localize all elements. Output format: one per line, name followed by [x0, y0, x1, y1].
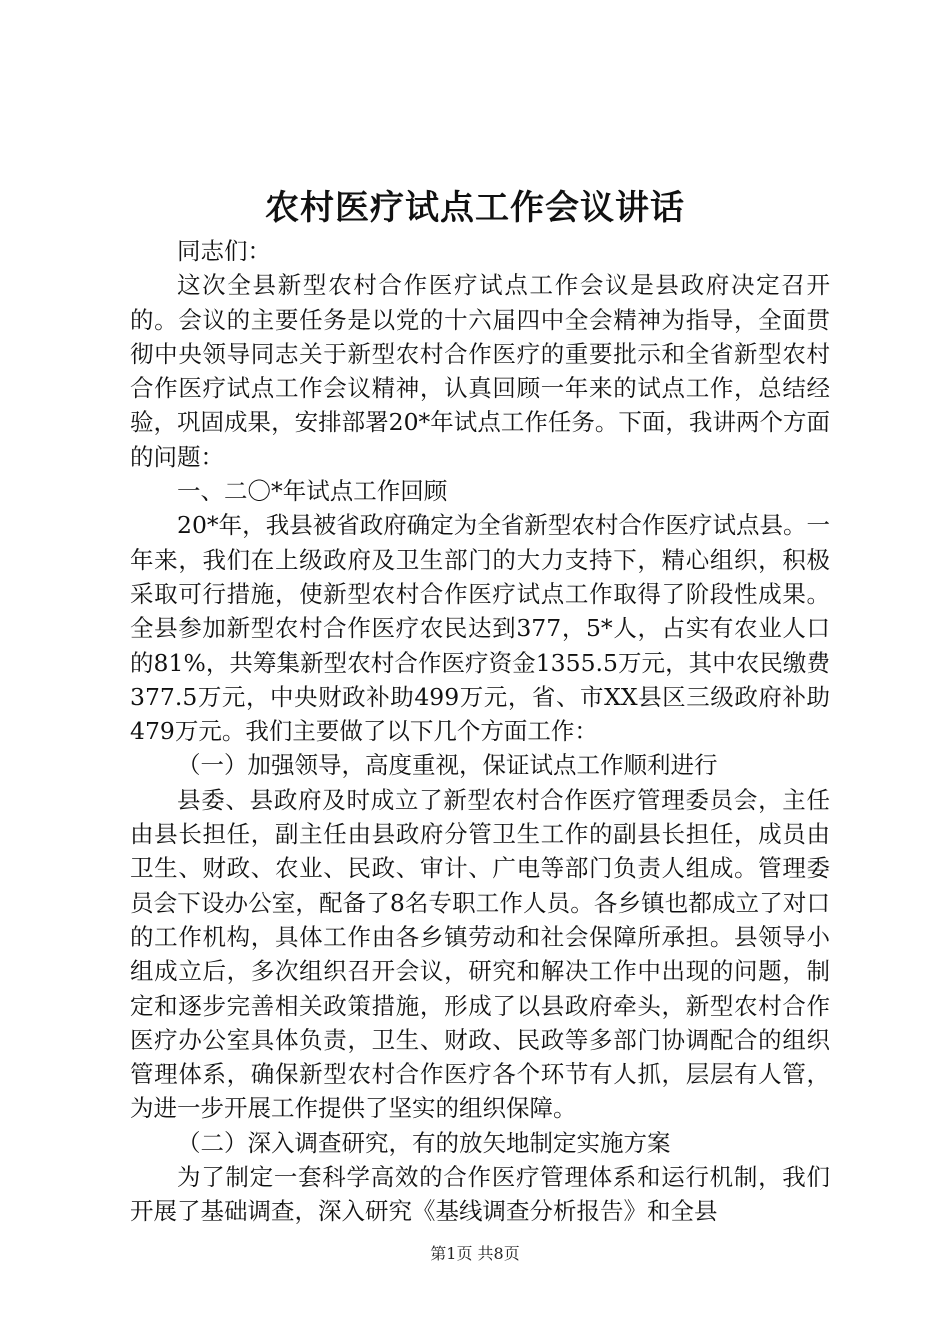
page-number-footer: 第1页 共8页 [430, 1244, 520, 1263]
paragraph-review: 20*年，我县被省政府确定为全省新型农村合作医疗试点县。一年来，我们在上级政府及卫生部门的大力支持下，精心组织，积极采取可行措施，使新型农村合作医疗试点工作取得了阶段性成果。全县参加新型农村合作医疗农民达到377，5*人，占实有农业人口的81%，共筹集新型农村合作医疗资金1355.5万元，其中农民缴费377.5万元，中央财政补助499万元，省、市XX县区三级政府补助479万元。我们主要做了以下几个方面工作： [130, 511, 830, 746]
subsection-heading-1: （一）加强领导，高度重视，保证试点工作顺利进行 [177, 751, 718, 780]
document-title: 农村医疗试点工作会议讲话 [265, 188, 685, 228]
subsection-heading-2: （二）深入调查研究，有的放矢地制定实施方案 [177, 1128, 671, 1157]
paragraph-leadership: 县委、县政府及时成立了新型农村合作医疗管理委员会，主任由县长担任，副主任由县政府分管卫生工作的副县长担任，成员由卫生、财政、农业、民政、审计、广电等部门负责人组成。管理委员会下设办公室，配备了8名专职工作人员。各乡镇也都成立了对口的工作机构，具体工作由各乡镇劳动和社会保障所承担。县领导小组成立后，多次组织召开会议，研究和解决工作中出现的问题，制定和逐步完善相关政策措施，形成了以县政府牵头，新型农村合作医疗办公室具体负责，卫生、财政、民政等多部门协调配合的组织管理体系，确保新型农村合作医疗各个环节有人抓，层层有人管，为进一步开展工作提供了坚实的组织保障。 [130, 785, 830, 1123]
paragraph-research: 为了制定一套科学高效的合作医疗管理体系和运行机制，我们开展了基础调查，深入研究《基线调查分析报告》和全县 [130, 1163, 830, 1226]
document-body [130, 234, 830, 1229]
paragraph-intro: 这次全县新型农村合作医疗试点工作会议是县政府决定召开的。会议的主要任务是以党的十六届四中全会精神为指导，全面贯彻中央领导同志关于新型农村合作医疗的重要批示和全省新型农村合作医疗试点工作会议精神，认真回顾一年来的试点工作，总结经验，巩固成果，安排部署20*年试点工作任务。下面，我讲两个方面的问题： [130, 271, 830, 471]
section-heading-1: 一、二〇*年试点工作回顾 [177, 477, 448, 506]
salutation: 同志们： [177, 237, 271, 265]
